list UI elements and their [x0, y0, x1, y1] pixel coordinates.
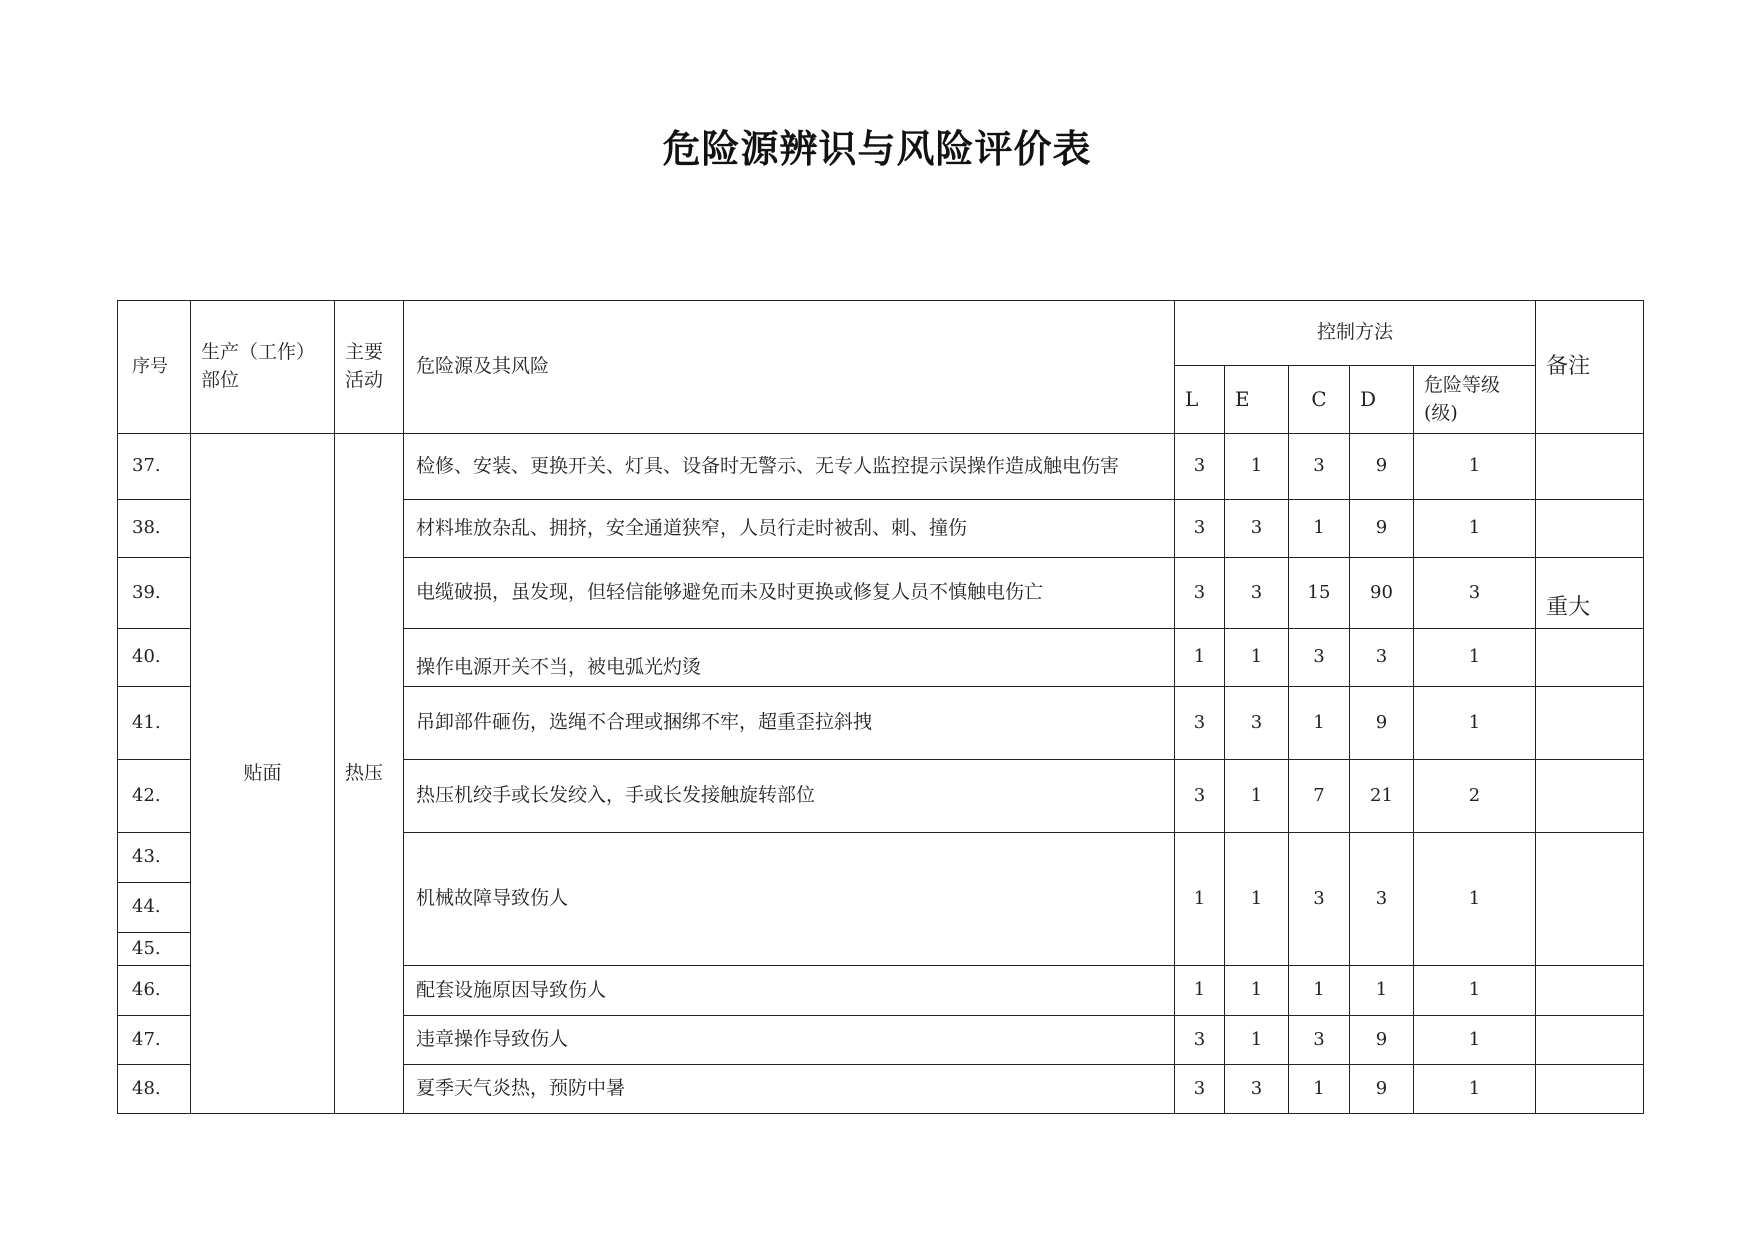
- row-C: 3: [1289, 629, 1350, 687]
- row-seq: 39.: [118, 558, 191, 629]
- row-hazard: 机械故障导致伤人: [404, 833, 1175, 966]
- row-level: 1: [1414, 687, 1536, 760]
- row-D: 1: [1350, 966, 1414, 1016]
- row-C: 7: [1289, 760, 1350, 833]
- row-D: 9: [1350, 1016, 1414, 1065]
- row-remark: [1536, 1065, 1644, 1114]
- activity-cell: 热压: [335, 434, 404, 1114]
- row-hazard: 吊卸部件砸伤，选绳不合理或捆绑不牢，超重歪拉斜拽: [404, 687, 1175, 760]
- row-seq: 40.: [118, 629, 191, 687]
- row-remark: [1536, 629, 1644, 687]
- row-remark: [1536, 833, 1644, 966]
- row-E: 3: [1225, 687, 1289, 760]
- row-C: 1: [1289, 966, 1350, 1016]
- row-level: 1: [1414, 1065, 1536, 1114]
- row-L: 3: [1175, 500, 1225, 558]
- row-level: 1: [1414, 1016, 1536, 1065]
- row-hazard: 热压机绞手或长发绞入，手或长发接触旋转部位: [404, 760, 1175, 833]
- row-E: 1: [1225, 434, 1289, 500]
- row-E: 3: [1225, 1065, 1289, 1114]
- row-E: 1: [1225, 966, 1289, 1016]
- row-seq: 48.: [118, 1065, 191, 1114]
- row-L: 3: [1175, 687, 1225, 760]
- row-seq: 46.: [118, 966, 191, 1016]
- header-C: C: [1289, 366, 1350, 434]
- row-D: 90: [1350, 558, 1414, 629]
- row-remark: [1536, 760, 1644, 833]
- row-level: 1: [1414, 966, 1536, 1016]
- row-seq: 45.: [118, 933, 191, 966]
- row-D: 3: [1350, 629, 1414, 687]
- header-hazard: 危险源及其风险: [404, 301, 1175, 434]
- row-L: 3: [1175, 1016, 1225, 1065]
- row-C: 3: [1289, 833, 1350, 966]
- dept-cell: 贴面: [191, 434, 335, 1114]
- document-title: 危险源辨识与风险评价表: [662, 126, 1092, 171]
- row-seq: 41.: [118, 687, 191, 760]
- row-C: 1: [1289, 1065, 1350, 1114]
- header-level: 危险等级(级): [1414, 366, 1536, 434]
- row-level: 1: [1414, 629, 1536, 687]
- row-remark: [1536, 687, 1644, 760]
- row-L: 3: [1175, 434, 1225, 500]
- row-seq: 42.: [118, 760, 191, 833]
- row-D: 3: [1350, 833, 1414, 966]
- row-C: 3: [1289, 434, 1350, 500]
- row-L: 1: [1175, 966, 1225, 1016]
- row-remark: [1536, 500, 1644, 558]
- row-hazard: 违章操作导致伤人: [404, 1016, 1175, 1065]
- header-D: D: [1350, 366, 1414, 434]
- row-remark: [1536, 434, 1644, 500]
- row-E: 1: [1225, 833, 1289, 966]
- header-activity: 主要活动: [335, 301, 404, 434]
- row-D: 9: [1350, 500, 1414, 558]
- row-level: 1: [1414, 434, 1536, 500]
- header-E: E: [1225, 366, 1289, 434]
- row-seq: 38.: [118, 500, 191, 558]
- row-D: 21: [1350, 760, 1414, 833]
- row-L: 3: [1175, 558, 1225, 629]
- header-seq: 序号: [118, 301, 191, 434]
- row-hazard: 配套设施原因导致伤人: [404, 966, 1175, 1016]
- row-C: 3: [1289, 1016, 1350, 1065]
- row-L: 1: [1175, 833, 1225, 966]
- header-dept: 生产（工作）部位: [191, 301, 335, 434]
- row-seq: 44.: [118, 883, 191, 933]
- row-seq: 43.: [118, 833, 191, 883]
- row-hazard: 电缆破损，虽发现，但轻信能够避免而未及时更换或修复人员不慎触电伤亡: [404, 558, 1175, 629]
- row-level: 1: [1414, 500, 1536, 558]
- header-remark: 备注: [1536, 301, 1644, 434]
- row-E: 3: [1225, 500, 1289, 558]
- row-E: 1: [1225, 760, 1289, 833]
- row-seq: 47.: [118, 1016, 191, 1065]
- row-L: 3: [1175, 1065, 1225, 1114]
- row-D: 9: [1350, 434, 1414, 500]
- header-control: 控制方法: [1175, 301, 1536, 366]
- row-remark: 重大: [1536, 558, 1644, 629]
- row-D: 9: [1350, 687, 1414, 760]
- row-L: 3: [1175, 760, 1225, 833]
- row-hazard: 操作电源开关不当，被电弧光灼烫: [404, 629, 1175, 687]
- row-C: 15: [1289, 558, 1350, 629]
- row-seq: 37.: [118, 434, 191, 500]
- row-level: 3: [1414, 558, 1536, 629]
- row-D: 9: [1350, 1065, 1414, 1114]
- row-level: 1: [1414, 833, 1536, 966]
- row-C: 1: [1289, 500, 1350, 558]
- row-hazard: 夏季天气炎热，预防中暑: [404, 1065, 1175, 1114]
- row-remark: [1536, 966, 1644, 1016]
- row-E: 1: [1225, 1016, 1289, 1065]
- hazard-table: [117, 300, 1644, 1114]
- row-remark: [1536, 1016, 1644, 1065]
- row-C: 1: [1289, 687, 1350, 760]
- row-level: 2: [1414, 760, 1536, 833]
- header-L: L: [1175, 366, 1225, 434]
- row-hazard: 检修、安装、更换开关、灯具、设备时无警示、无专人监控提示误操作造成触电伤害: [404, 434, 1175, 500]
- row-E: 3: [1225, 558, 1289, 629]
- row-E: 1: [1225, 629, 1289, 687]
- row-L: 1: [1175, 629, 1225, 687]
- row-hazard: 材料堆放杂乱、拥挤，安全通道狭窄，人员行走时被刮、刺、撞伤: [404, 500, 1175, 558]
